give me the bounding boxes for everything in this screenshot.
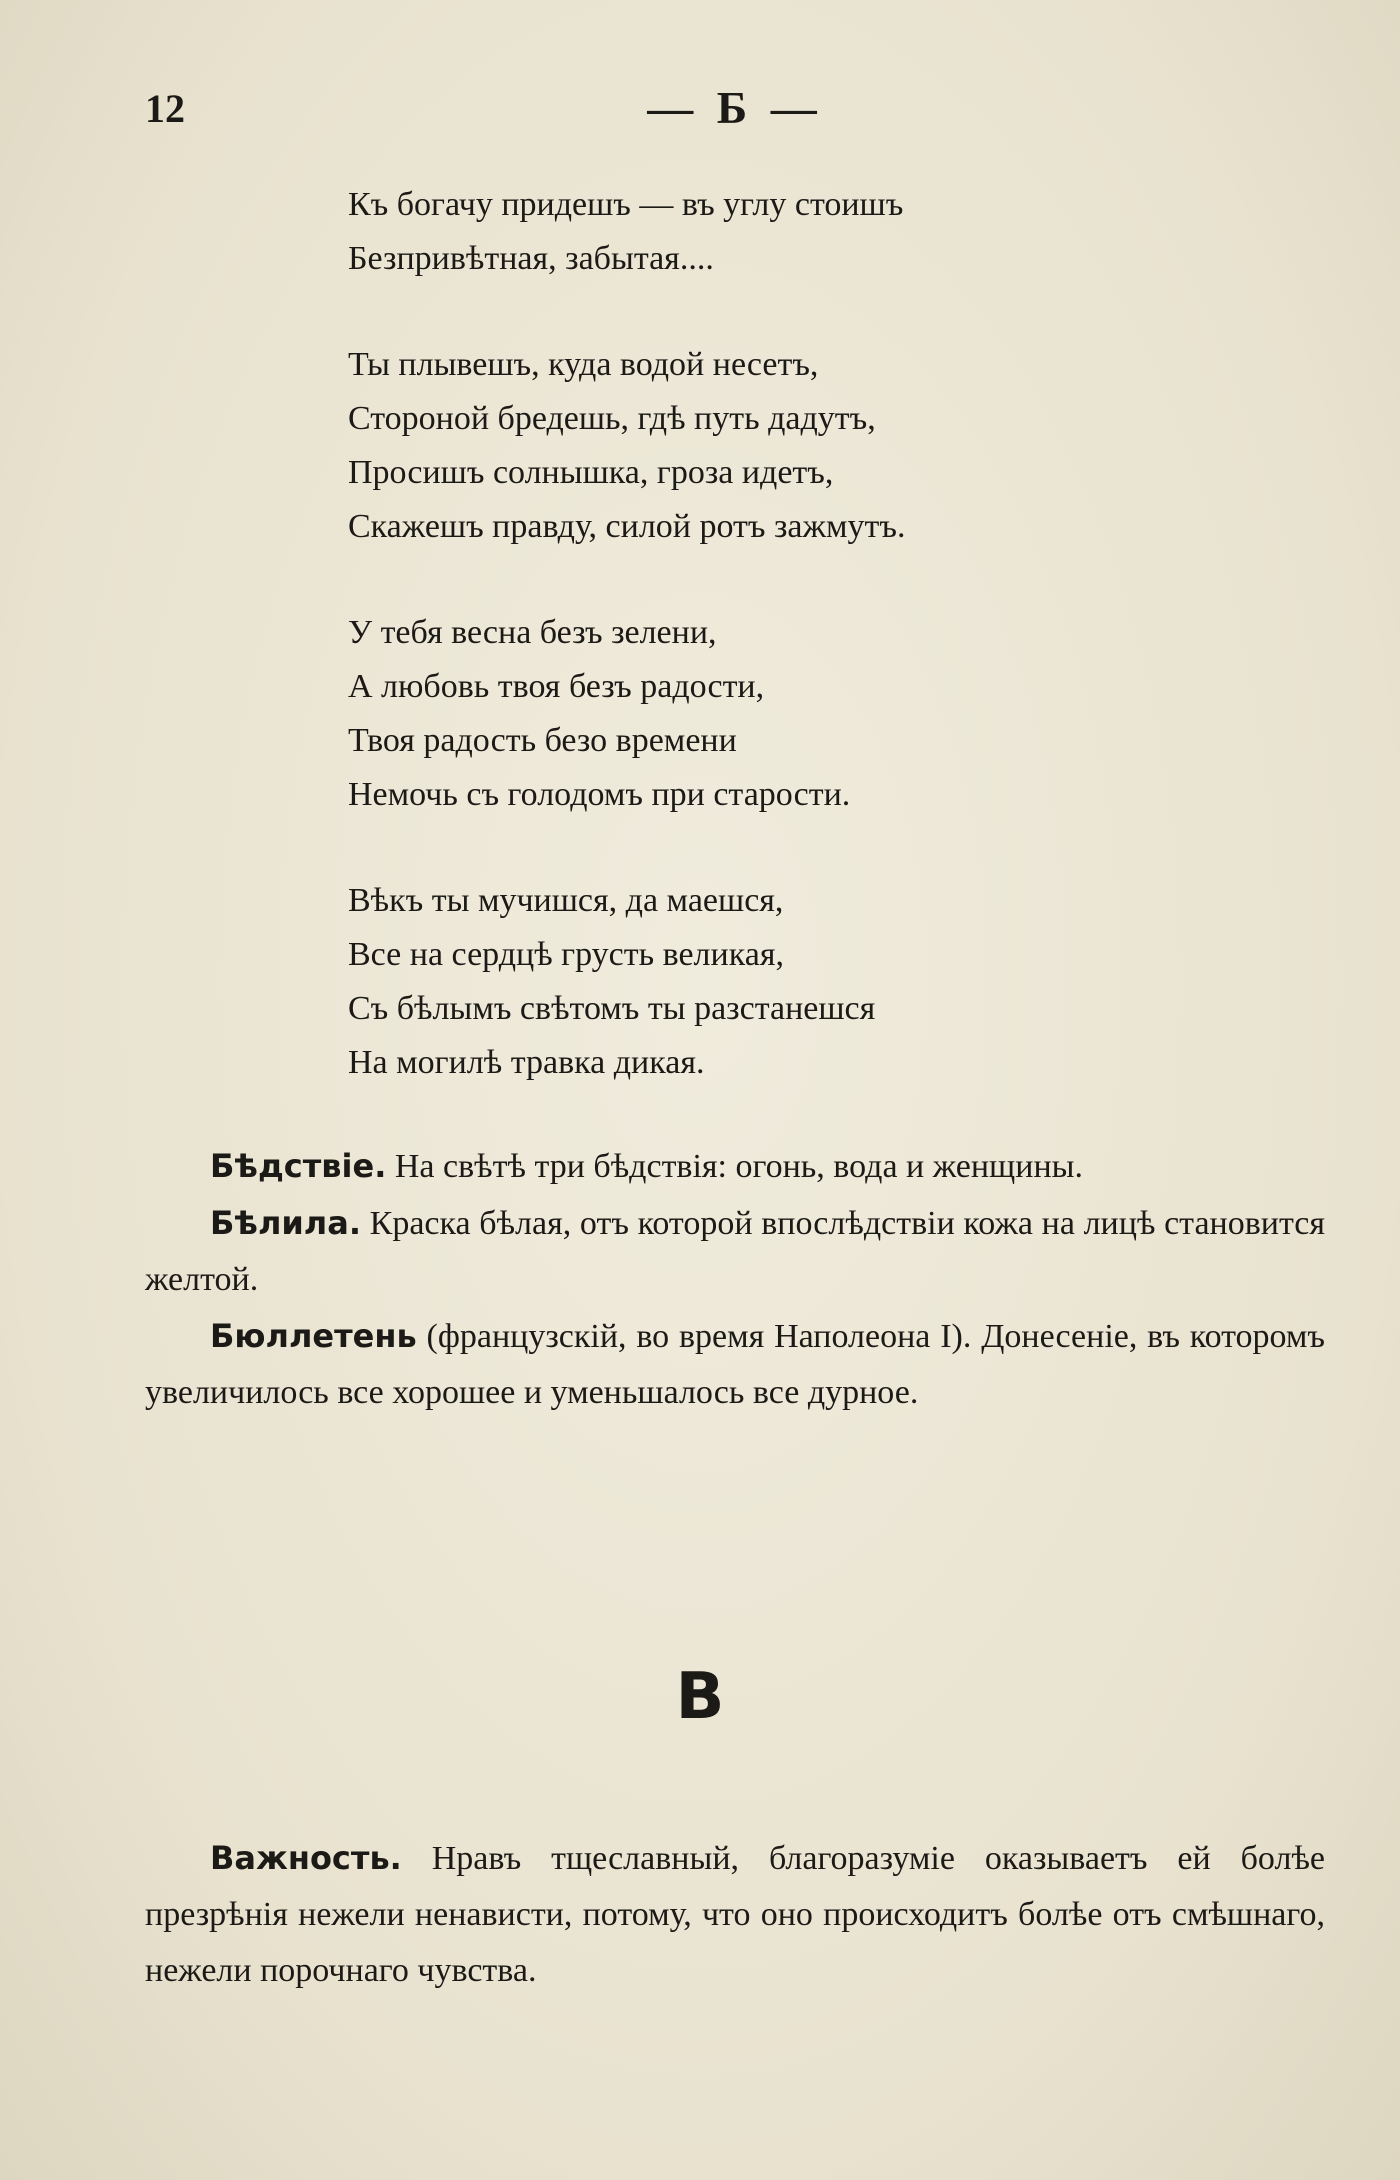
dictionary-entry [145, 1308, 1325, 1421]
poem-line: Съ бѣлымъ свѣтомъ ты разстанешся [348, 990, 876, 1027]
dictionary-entry [145, 1195, 1325, 1308]
entry-term: Бюллетень [210, 1317, 417, 1355]
poem-line: Скажешъ правду, силой ротъ зажмутъ. [348, 508, 906, 545]
page-number: 12 [145, 86, 185, 131]
poem-stanza [348, 874, 1248, 1090]
dictionary-entries-b [145, 1138, 1325, 1421]
poem-line: Просишъ солнышка, гроза идетъ, [348, 454, 834, 491]
entry-term: Бѣлила. [210, 1204, 361, 1242]
poem-line: Немочь съ голодомъ при старости. [348, 776, 851, 813]
poem-line: У тебя весна безъ зелени, [348, 614, 717, 651]
poem-line: Твоя радость безо времени [348, 722, 737, 759]
entry-term: Важность. [210, 1839, 402, 1877]
dictionary-entry [145, 1830, 1325, 1999]
entry-term: Бѣдствіе. [210, 1147, 387, 1185]
poem-line: Вѣкъ ты мучишся, да маешся, [348, 882, 784, 919]
poem-line: Безпривѣтная, забытая.... [348, 240, 714, 277]
entry-definition: Краска бѣлая, отъ которой впослѣдствіи кожа на лицѣ становится желтой. [145, 1205, 1325, 1298]
running-head: — Б — [647, 82, 823, 133]
entry-definition: На свѣтѣ три бѣдствія: огонь, вода и женщины. [386, 1148, 1083, 1185]
entry-definition: (французскій, во время Наполеона I). Донесеніе, въ которомъ увеличилось все хорошее и уменьшалось все дурное. [145, 1318, 1325, 1411]
poem-line: Ты плывешъ, куда водой несетъ, [348, 346, 819, 383]
dictionary-entries-v [145, 1830, 1325, 1999]
poem-line: Къ богачу придешъ — въ углу стоишъ [348, 186, 904, 223]
dictionary-entry [145, 1138, 1325, 1195]
poem-line: На могилѣ травка дикая. [348, 1044, 705, 1081]
poem-line: А любовь твоя безъ радости, [348, 668, 765, 705]
poem-stanza [348, 606, 1248, 822]
page-header [145, 82, 1325, 145]
poem [348, 178, 1248, 1090]
poem-stanza [348, 338, 1248, 554]
poem-line: Все на сердцѣ грусть великая, [348, 936, 784, 973]
entry-definition: Нравъ тщеславный, благоразуміе оказываетъ ей болѣе презрѣнія нежели ненависти, потому, что оно происходитъ болѣе отъ смѣшнаго, нежели порочнаго чувства. [145, 1840, 1325, 1989]
poem-stanza [348, 178, 1248, 286]
poem-line: Стороной бредешь, гдѣ путь дадутъ, [348, 400, 876, 437]
section-letter: В [675, 1660, 725, 1734]
